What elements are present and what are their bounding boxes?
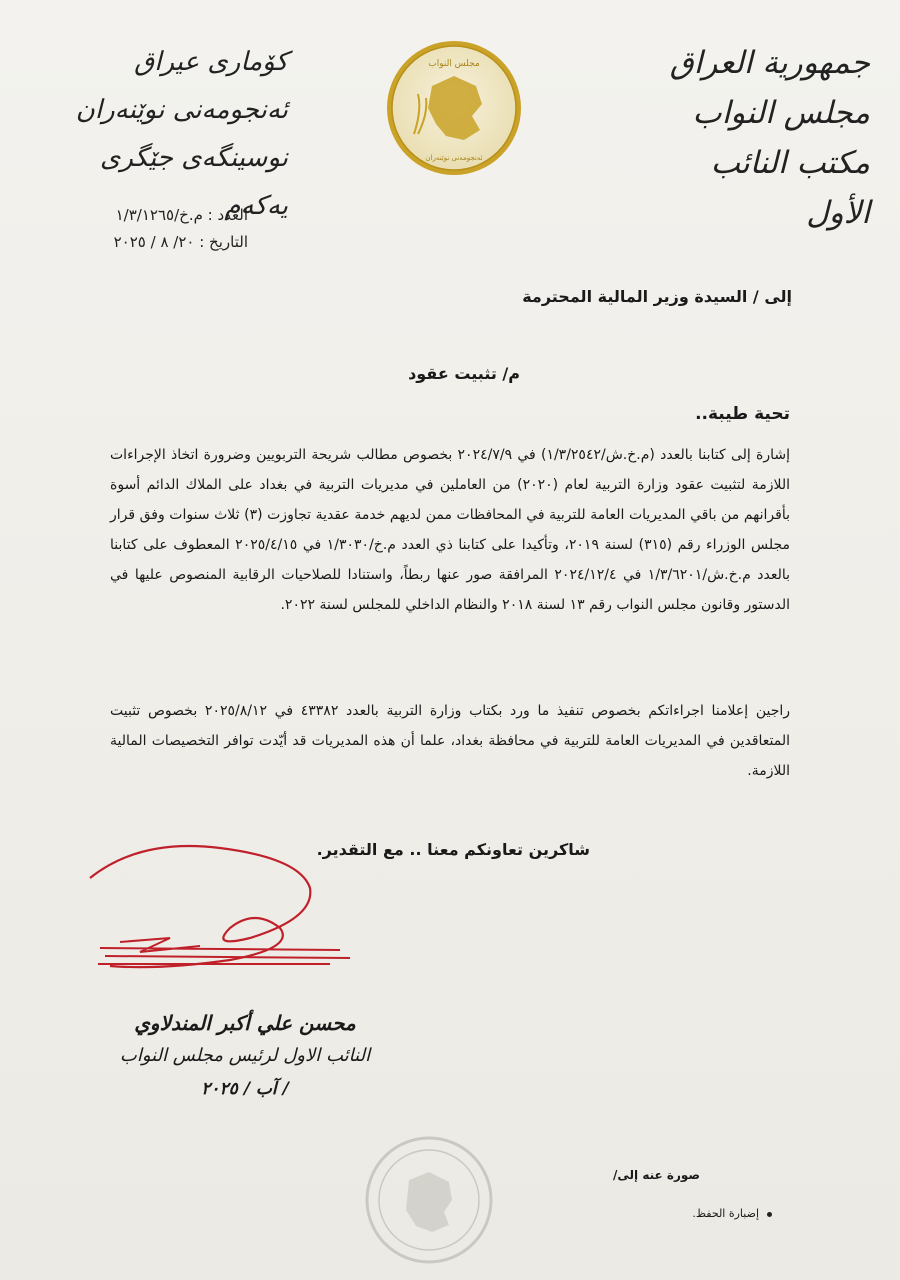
header-line-office: مكتب النائب الأول	[710, 145, 870, 231]
header-kurdish-line-2: ئەنجومەنی نوێنەران	[75, 95, 288, 125]
closing-line: شاكرين تعاونكم معنا .. مع التقدير.	[316, 840, 590, 859]
faded-stamp-icon	[354, 1130, 504, 1270]
seal-text-bottom: ئەنجومەنی نوێنەران	[425, 154, 483, 162]
parliament-seal-icon	[384, 38, 524, 178]
recipient-line: إلى / السيدة وزير المالية المحترمة	[522, 287, 792, 306]
greeting-line: تحية طيبة..	[695, 404, 790, 424]
signer-name: محسن علي أكبر المندلاوي	[134, 1011, 356, 1035]
signer-title: النائب الاول لرئيس مجلس النواب	[119, 1045, 371, 1066]
bullet-icon	[767, 1212, 772, 1217]
signer-block	[105, 1006, 385, 1106]
copy-to-label: صورة عنه إلى/	[613, 1168, 700, 1182]
header-arabic	[640, 38, 870, 238]
header-line-country: جمهورية العراق	[669, 45, 870, 81]
subject-line: م/ تثبيت عقود	[408, 364, 520, 383]
header-kurdish-line-1: كۆماری عیراق	[134, 47, 288, 77]
header-kurdish-line-3: نوسینگەی جێگری یەکەم	[99, 143, 288, 221]
header-line-council: مجلس النواب	[692, 95, 870, 131]
copy-to-item-text: إضبارة الحفظ.	[692, 1207, 759, 1220]
reference-block	[28, 202, 248, 256]
reference-date: التاريخ : ٢٠/ ٨ / ٢٠٢٥	[113, 233, 248, 251]
body-paragraph-2: راجين إعلامنا اجراءاتكم بخصوص تنفيذ ما ورد بكتاب وزارة التربية بالعدد ٤٣٣٨٢ في ٢٠٢٥/٨/١٢ بخصوص تثبيت المتعاقدين في المديريات العامة للتربية في محافظة بغداد، علما أن هذه المديريات قد أيّدت توافر التخصيصات المالية اللازمة.	[110, 703, 791, 779]
seal-text-top: مجلس النواب	[428, 59, 480, 69]
copy-to-item	[472, 1207, 772, 1220]
reference-number: العدد : م.خ/١/٣/١٢٦٥	[115, 206, 248, 224]
body-paragraph-1: إشارة إلى كتابنا بالعدد (م.خ.ش/١/٣/٢٥٤٢) في ٢٠٢٤/٧/٩ بخصوص مطالب شريحة التربويين وضرورة اتخاذ الإجراءات اللازمة لتثبيت عقود وزارة التربية لعام (٢٠٢٠) من العاملين في مديريات التربية في بغداد على الملاك الدائم أسوة بأقرانهم من باقي المديريات العامة للتربية في المحافظات ممن لديهم خدمة عقدية تجاوزت (٣) ثلاث سنوات وفق قرار مجلس الوزراء رقم (٣١٥) لسنة ٢٠١٩، وتأكيدا على كتابنا ذي العدد م.خ/١/٣٠٣٠ في ٢٠٢٥/٤/١٥ المعطوف على كتابنا بالعدد م.خ.ش/١/٣/٦٢٠١ في ٢٠٢٤/١٢/٤ المرافقة صور عنها ربطاً، واستنادا للصلاحيات الرقابية المنصوص عليها في الدستور وقانون مجلس النواب رقم ١٣ لسنة ٢٠١٨ والنظام الداخلي للمجلس لسنة ٢٠٢٢.	[110, 447, 791, 613]
handwritten-signature-icon	[80, 838, 380, 988]
signer-date: / آب / ٢٠٢٥	[201, 1079, 289, 1099]
